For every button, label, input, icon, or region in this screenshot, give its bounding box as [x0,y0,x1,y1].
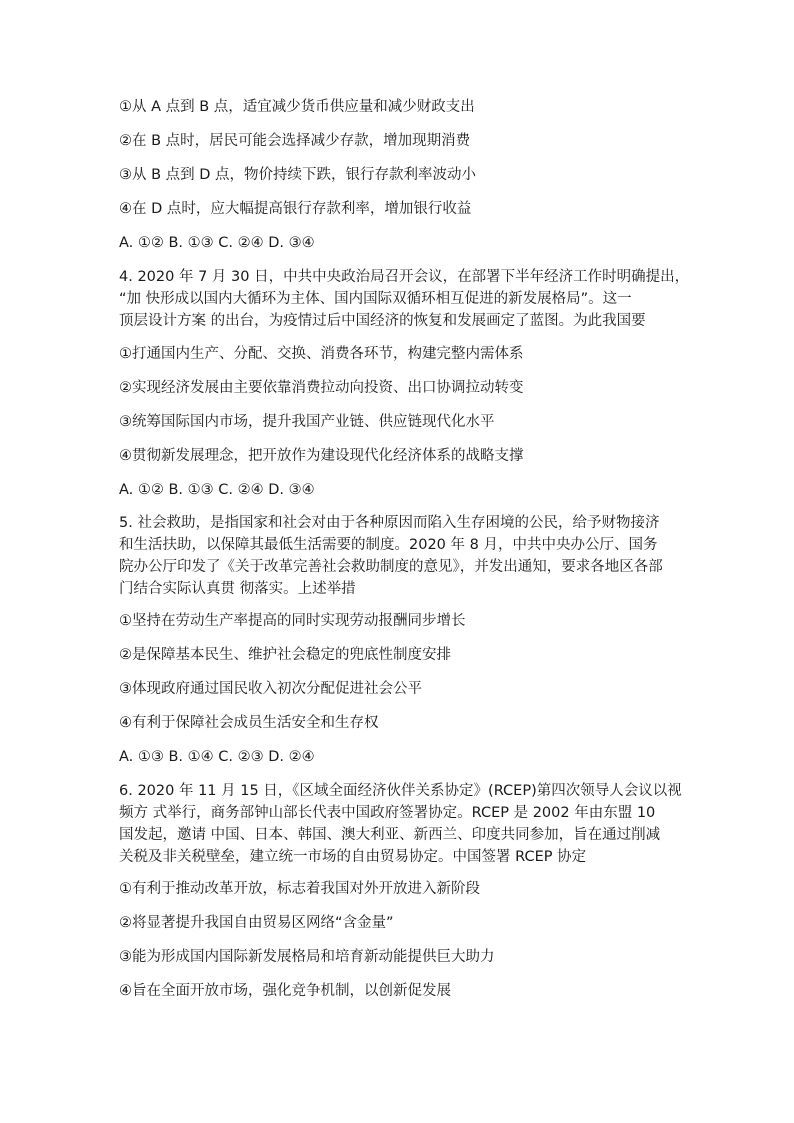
q3-option-4: ④在 D 点时，应大幅提高银行存款利率，增加银行收益 [119,201,472,217]
q3-option-1: ①从 A 点到 B 点，适宜减少货币供应量和减少财政支出 [119,99,475,115]
q5-stem-line-4: 门结合实际认真贯 彻落实。上述举措 [119,581,356,597]
q6-stem-line-2: 频方 式举行，商务部钟山部长代表中国政府签署协定。RCEP 是 2002 年由东盟 10 [119,805,656,821]
q4-stem-line-1: 4. 2020 年 7 月 30 日，中共中央政治局召开会议，在部署下半年经济工作时明确提出， [119,269,690,285]
q5-option-2: ②是保障基本民生、维护社会稳定的兜底性制度安排 [119,647,451,663]
q5-option-4: ④有利于保障社会成员生活安全和生存权 [119,715,379,731]
q3-answer-choices: A. ①② B. ①③ C. ②④ D. ③④ [119,235,315,251]
q6-stem-line-1: 6. 2020 年 11 月 15 日，《区域全面经济伙伴关系协定》(RCEP)第四次领导人会议以视 [119,783,682,799]
q6-stem-line-3: 国发起，邀请 中国、日本、韩国、澳大利亚、新西兰、印度共同参加，旨在通过削减 [119,827,661,843]
q4-stem-line-3: 顶层设计方案 的出台，为疫情过后中国经济的恢复和发展画定了蓝图。为此我国要 [119,313,646,329]
q5-answer-choices: A. ①③ B. ①④ C. ②③ D. ②④ [119,749,315,765]
q5-option-1: ①坚持在劳动生产率提高的同时实现劳动报酬同步增长 [119,613,466,629]
q5-option-3: ③体现政府通过国民收入初次分配促进社会公平 [119,681,422,697]
q6-option-4: ④旨在全面开放市场，强化竞争机制，以创新促发展 [119,983,451,999]
q6-option-1: ①有利于推动改革开放，标志着我国对外开放进入新阶段 [119,881,480,897]
q5-stem-line-1: 5. 社会救助，是指国家和社会对由于各种原因而陷入生存困境的公民，给予财物接济 [119,515,660,531]
q4-option-4: ④贯彻新发展理念，把开放作为建设现代化经济体系的战略支撑 [119,448,524,464]
q5-stem-line-2: 和生活扶助，以保障其最低生活需要的制度。2020 年 8 月，中共中央办公厅、国务 [119,537,658,553]
q3-option-2: ②在 B 点时，居民可能会选择减少存款，增加现期消费 [119,133,471,149]
q6-option-3: ③能为形成国内国际新发展格局和培育新动能提供巨大助力 [119,949,495,965]
q4-option-3: ③统筹国际国内市场，提升我国产业链、供应链现代化水平 [119,414,495,430]
q4-option-1: ①打通国内生产、分配、交换、消费各环节，构建完整内需体系 [119,346,524,362]
q3-option-3: ③从 B 点到 D 点，物价持续下跌，银行存款利率波动小 [119,167,477,183]
q6-stem-line-4: 关税及非关税壁垒，建立统一市场的自由贸易协定。中国签署 RCEP 协定 [119,849,587,865]
q5-stem-line-3: 院办公厅印发了《关于改革完善社会救助制度的意见》，并发出通知，要求各地区各部 [119,559,663,575]
q4-answer-choices: A. ①② B. ①③ C. ②④ D. ③④ [119,482,315,498]
q4-stem-line-2: “加 快形成以国内大循环为主体、国内国际双循环相互促进的新发展格局”。这一 [119,291,632,307]
q4-option-2: ②实现经济发展由主要依靠消费拉动向投资、出口协调拉动转变 [119,380,524,396]
q6-option-2: ②将显著提升我国自由贸易区网络“含金量” [119,915,394,931]
